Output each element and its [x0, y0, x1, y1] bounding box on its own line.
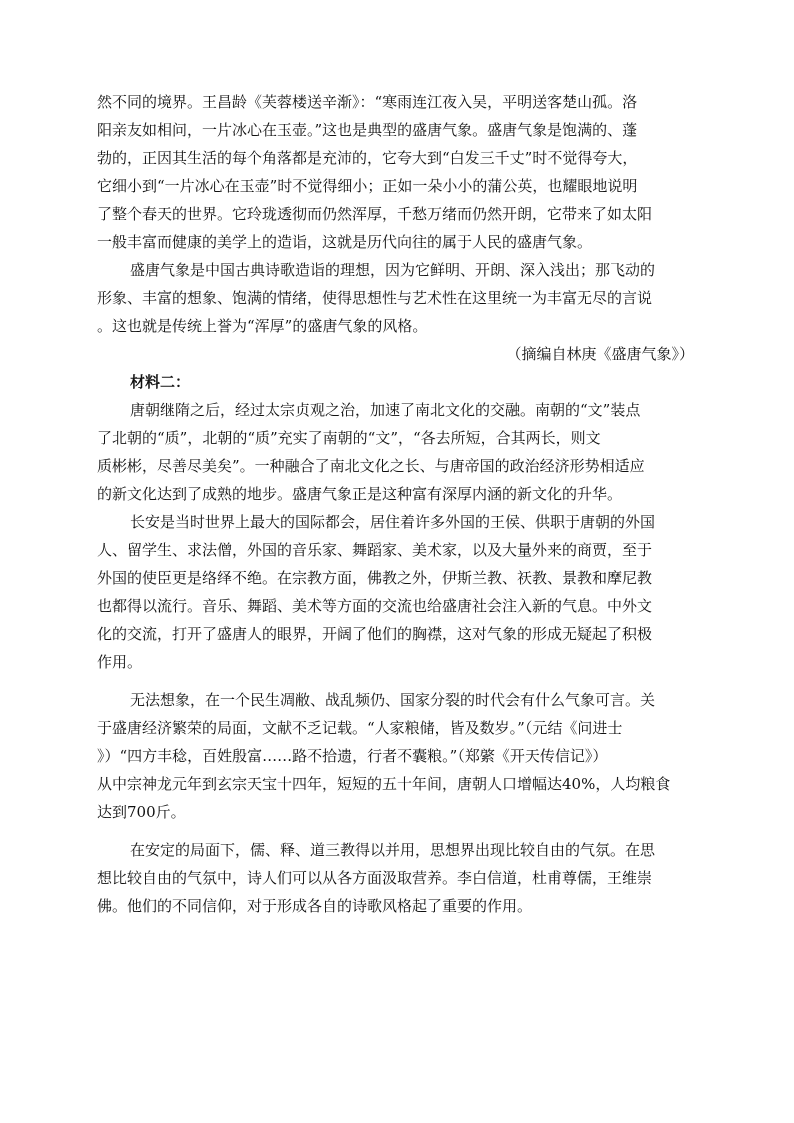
source-citation: （摘编自林庚《盛唐气象》）	[506, 345, 694, 363]
intro-paragraph	[97, 88, 694, 256]
text-line: 》）“四方丰稔，百姓殷富……路不拾遗，行者不囊粮。”（郑綮《开天传信记》）	[97, 747, 608, 765]
material-2-heading: 材料二：	[130, 373, 191, 391]
text-line: 勃的，正因其生活的每个角落都是充沛的，它夸大到“白发三千丈”时不觉得夸大，	[97, 149, 638, 167]
text-line: 想比较自由的气氛中，诗人们可以从各方面汲取营养。李白信道，杜甫尊儒，王维崇	[97, 869, 653, 887]
text-line: 化的交流，打开了盛唐人的眼界，开阔了他们的胸襟，这对气象的形成无疑起了积极	[97, 625, 653, 643]
text-line: 在安定的局面下，儒、释、道三教得以并用，思想界出现比较自由的气氛。在思	[130, 841, 656, 859]
text-line: 外国的使臣更是络绎不绝。在宗教方面，佛教之外，伊斯兰教、祆教、景教和摩尼教	[97, 569, 653, 587]
material-2-paragraph-3	[97, 686, 694, 826]
material-2-paragraph-4	[97, 836, 694, 920]
text-line: 了北朝的“质”，北朝的“质”充实了南朝的“文”，“各去所短，合其两长，则文	[97, 429, 601, 447]
text-line: 然不同的境界。王昌龄《芙蓉楼送辛渐》：“寒雨连江夜入吴，平明送客楚山孤。洛	[97, 93, 638, 111]
paragraph-2	[97, 256, 694, 340]
text-line: 。这也就是传统上誉为“浑厚”的盛唐气象的风格。	[97, 317, 428, 335]
text-line: 形象、丰富的想象、饱满的情绪，使得思想性与艺术性在这里统一为丰富无尽的言说	[97, 289, 653, 307]
text-line: 无法想象，在一个民生凋敝、战乱频仍、国家分裂的时代会有什么气象可言。关	[130, 691, 656, 709]
text-line: 了整个春天的世界。它玲珑透彻而仍然浑厚，千愁万绪而仍然开朗，它带来了如太阳	[97, 205, 653, 223]
text-line: 长安是当时世界上最大的国际都会，居住着许多外国的王侯、供职于唐朝的外国	[130, 513, 656, 531]
paragraph-gap	[97, 676, 694, 686]
text-line: 也都得以流行。音乐、舞蹈、美术等方面的交流也给盛唐社会注入新的气息。中外文	[97, 597, 653, 615]
text-line: 质彬彬，尽善尽美矣”。一种融合了南北文化之长、与唐帝国的政治经济形势相适应	[97, 457, 645, 475]
text-line: 一般丰富而健康的美学上的造诣，这就是历代向往的属于人民的盛唐气象。	[97, 233, 593, 251]
text-line: 唐朝继隋之后，经过太宗贞观之治，加速了南北文化的交融。南朝的“文”装点	[130, 401, 641, 419]
text-line: 盛唐气象是中国古典诗歌造诣的理想，因为它鲜明、开朗、深入浅出；那飞动的	[130, 261, 656, 279]
paragraph-gap	[97, 826, 694, 836]
material-2-paragraph-1	[97, 396, 694, 508]
text-line: 于盛唐经济繁荣的局面，文献不乏记载。“人家粮储，皆及数岁。”（元结《问进士	[97, 719, 623, 737]
text-line: 从中宗神龙元年到玄宗天宝十四年，短短的五十年间，唐朝人口增幅达40%，人均粮食	[97, 775, 671, 793]
text-line: 达到700斤。	[97, 803, 186, 821]
text-line: 的新文化达到了成熟的地步。盛唐气象正是这种富有深厚内涵的新文化的升华。	[97, 485, 623, 503]
material-2-paragraph-2	[97, 508, 694, 676]
text-line: 它细小到“一片冰心在玉壶”时不觉得细小；正如一朵小小的蒲公英，也耀眼地说明	[97, 177, 638, 195]
text-line: 人、留学生、求法僧，外国的音乐家、舞蹈家、美术家，以及大量外来的商贾，至于	[97, 541, 653, 559]
text-line: 佛。他们的不同信仰，对于形成各自的诗歌风格起了重要的作用。	[97, 897, 533, 915]
text-line: 阳亲友如相问，一片冰心在玉壶。”这也是典型的盛唐气象。盛唐气象是饱满的、蓬	[97, 121, 638, 139]
text-line: 作用。	[97, 653, 143, 671]
document-page	[97, 88, 694, 920]
